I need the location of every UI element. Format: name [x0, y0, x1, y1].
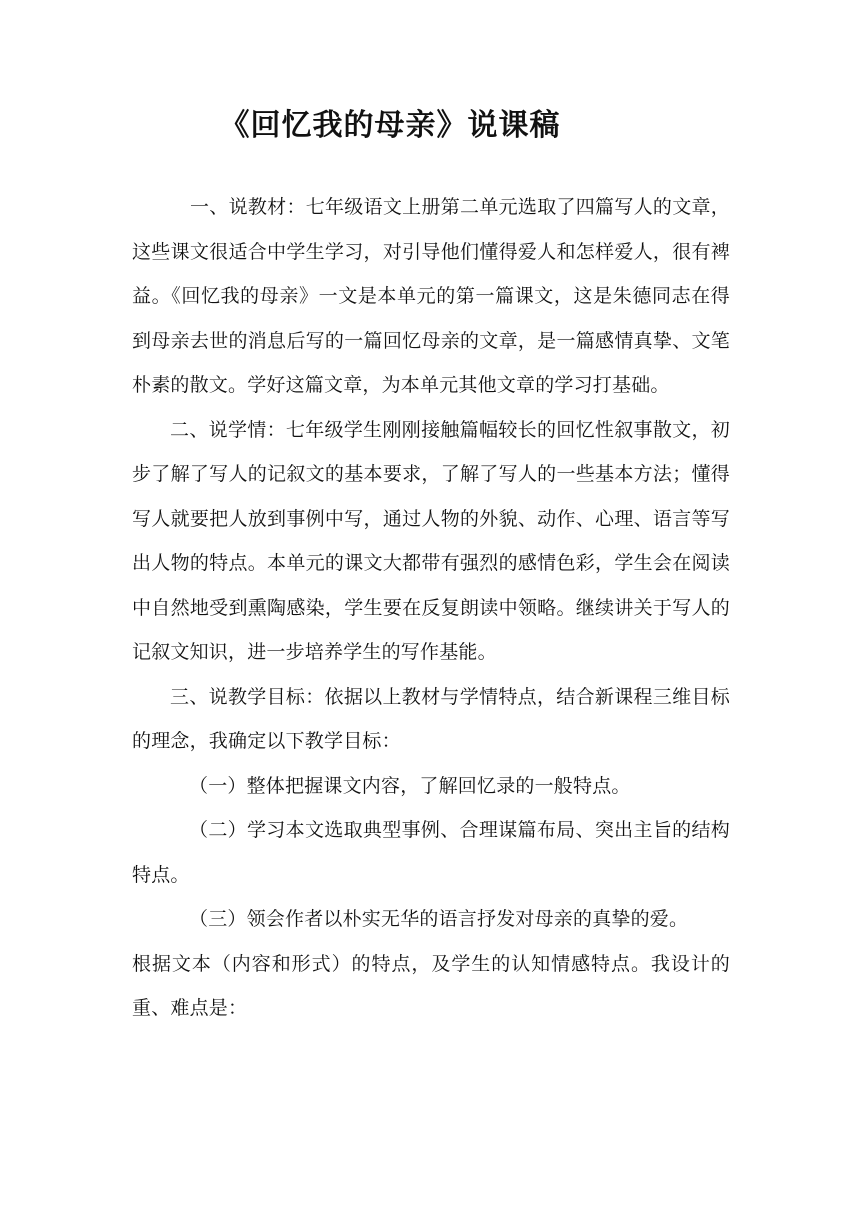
document-title: 《回忆我的母亲》说课稿: [219, 108, 561, 143]
goal-item-1: （一）整体把握课文内容，了解回忆录的一般特点。: [189, 774, 631, 797]
paragraph-teaching-goals: 三、说教学目标：依据以上教材与学情特点，结合新课程三维目标的理念，我确定以下教学目标：: [132, 685, 730, 752]
paragraph-textbook: 一、说教材：七年级语文上册第二单元选取了四篇写人的文章，这些课文很适合中学生学习，对引导他们懂得爱人和怎样爱人，很有裨益。《回忆我的母亲》一文是本单元的第一篇课文，这是朱德同志在得到母亲去世的消息后写的一篇回忆母亲的文章，是一篇感情真挚、文笔朴素的散文。学好这篇文章，为本单元其他文章的学习打基础。: [132, 196, 730, 396]
document-body: [132, 185, 730, 1031]
goal-item-2: （二）学习本文选取典型事例、合理谋篇布局、突出主旨的结构特点。: [132, 819, 730, 886]
paragraph-learning-situation: 二、说学情：七年级学生刚刚接触篇幅较长的回忆性叙事散文，初步了解了写人的记叙文的基本要求，了解了写人的一些基本方法；懂得写人就要把人放到事例中写，通过人物的外貌、动作、心理、语言等写出人物的特点。本单元的课文大都带有强烈的感情色彩，学生会在阅读中自然地受到熏陶感染，学生要在反复朗读中领略。继续讲关于写人的记叙文知识，进一步培养学生的写作基能。: [132, 418, 730, 663]
goal-item-3: （三）领会作者以朴实无华的语言抒发对母亲的真挚的爱。: [189, 908, 689, 930]
paragraph-key-points: 根据文本（内容和形式）的特点，及学生的认知情感特点。我设计的重、难点是：: [132, 952, 730, 1019]
